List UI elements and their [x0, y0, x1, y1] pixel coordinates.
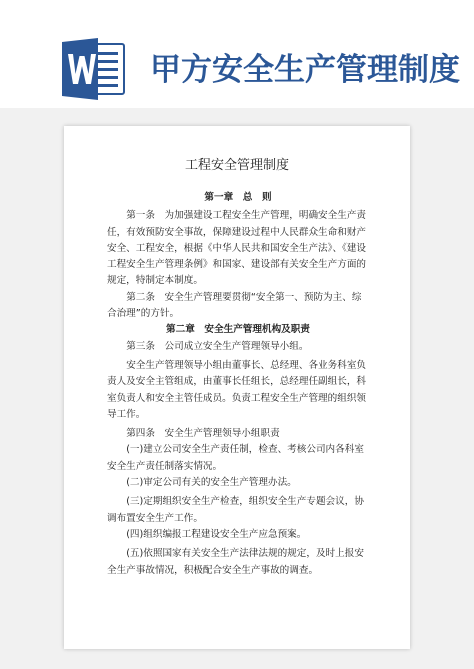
- duty-item: (五)依照国家有关安全生产法律法规的规定，及时上报安全生产事故情况，积极配合安全生产事故的调查。: [107, 548, 364, 576]
- banner: [0, 0, 474, 108]
- article-4: 第四条 安全生产管理领导小组职责: [126, 428, 280, 440]
- duty-item: (一)建立公司安全生产责任制，检查、考核公司内各科室安全生产责任制落实情况。: [107, 444, 364, 472]
- duty-item: (四)组织编报工程建设安全生产应急预案。: [126, 528, 307, 540]
- banner-title: 甲方安全生产管理制度: [150, 52, 460, 88]
- article-2: 第二条 安全生产管理要贯彻“安全第一、预防为主、综合治理”的方针。: [107, 291, 362, 320]
- article-3: 第三条 公司成立安全生产管理领导小组。: [126, 340, 309, 352]
- document-title: 工程安全管理制度: [184, 158, 289, 173]
- duty-item: (三)定期组织安全生产检查，组织安全生产专题会议，协调布置安全生产工作。: [107, 496, 364, 524]
- article-1: 第一条 为加强建设工程安全生产管理，明确安全生产责任，有效预防安全事故，保障建设过程中人民群众生命和财产安全、工程安全，根据《中华人民共和国安全生产法》、《建设工程安全生产管理条例》和国家、建设部有关安全生产方面的规定，特制定本制度。: [107, 210, 367, 287]
- duty-item: (二)审定公司有关的安全生产管理办法。: [126, 477, 297, 489]
- document-body: [107, 190, 369, 579]
- article-3-detail: 安全生产管理领导小组由董事长、总经理、各业务科室负责人及安全主管组成，由董事长任组长，总经理任副组长，科室负责人和安全主管任成员。负责工程安全生产管理的组织领导工作。: [107, 359, 367, 420]
- document-page: [64, 126, 410, 649]
- chapter-heading: 第二章 安全生产管理机构及职责: [166, 324, 310, 336]
- word-icon: [62, 38, 126, 100]
- chapter-heading: 第一章 总 则: [204, 192, 272, 203]
